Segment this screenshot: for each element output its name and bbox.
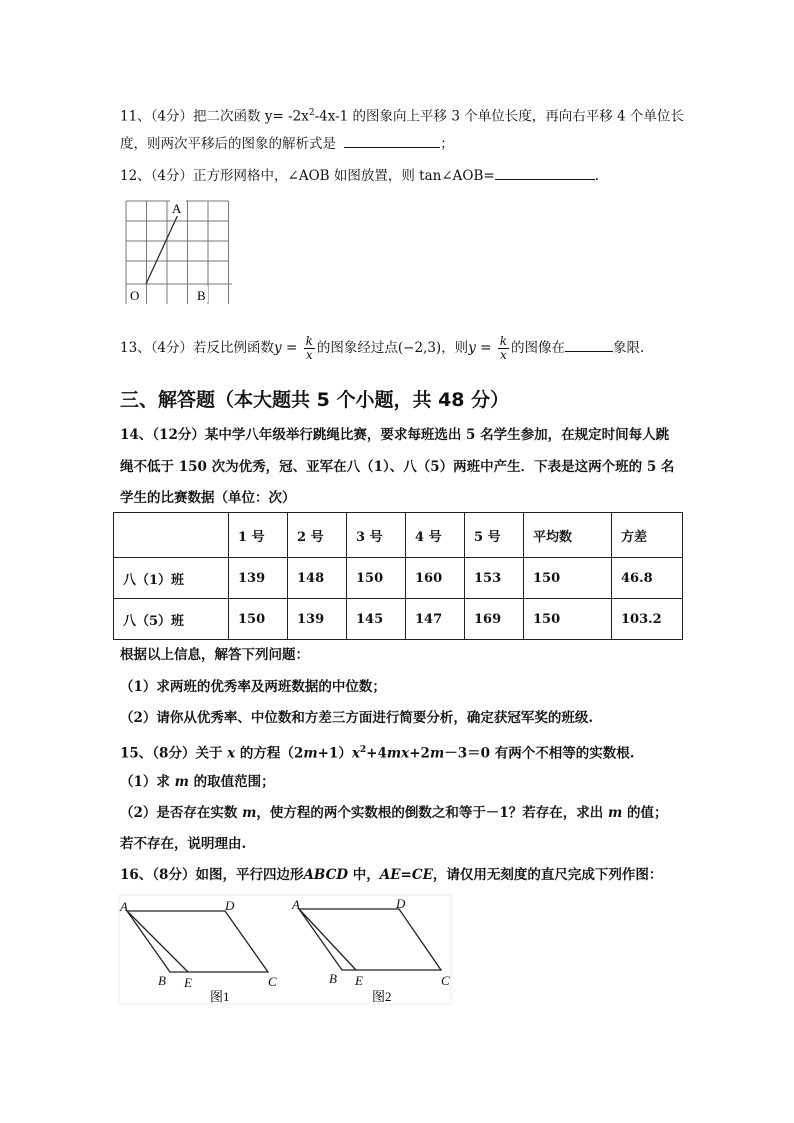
table-cell: 150 — [347, 558, 406, 599]
q15-sub2-c: 的值； — [627, 805, 668, 821]
fraction-k: k — [305, 334, 313, 348]
table-header-cell: 3 号 — [347, 513, 406, 558]
q12-points: （4分） — [150, 168, 194, 184]
q11-end: ； — [440, 136, 454, 152]
table-cell: 八（5）班 — [114, 599, 229, 640]
fig1-caption: 图1 — [210, 989, 230, 1004]
q15-sub1 — [120, 772, 275, 792]
table-row — [114, 558, 683, 599]
table-cell: 145 — [347, 599, 406, 640]
score-table — [113, 512, 683, 640]
section-title: 三、解答题（本大题共 5 个小题，共 48 分） — [120, 389, 510, 411]
q15-text6: －3＝0 有两个不相等的实数根. — [444, 745, 635, 762]
q11-line1 — [120, 103, 684, 127]
q16-number: 16、 — [120, 867, 153, 883]
table-cell: 169 — [465, 599, 524, 640]
q15-sub1-b: 的取值范围； — [193, 774, 275, 790]
table-cell: 150 — [524, 558, 612, 599]
table-cell: 160 — [406, 558, 465, 599]
q12-number: 12、 — [120, 168, 151, 184]
q14-number: 14、 — [120, 427, 153, 443]
q16-figures — [118, 894, 453, 1006]
q13-fraction2 — [498, 335, 509, 362]
q14-text2: 绳不低于 150 次为优秀，冠、亚军在八（1）、八（5）两班中产生．下表是这两个班的 5 名 — [120, 459, 675, 475]
table-header-cell: 4 号 — [406, 513, 465, 558]
q16-text3: ，请仅用无刻度的直尺完成下列作图： — [432, 867, 663, 883]
q13-text4: 的图像在 — [511, 340, 566, 356]
q15-text4: +4 — [366, 745, 387, 762]
segment-ae-2 — [299, 909, 356, 970]
q16-abcd: ABCD — [303, 867, 349, 883]
q15-m: m — [303, 745, 318, 762]
q13-text2: 的图象经过点 — [316, 340, 398, 356]
q11-text-part1: 把二次函数 y= -2x — [193, 108, 309, 125]
fraction2-k: k — [499, 334, 508, 348]
q15-text3: +1） — [317, 745, 352, 762]
q13-equals: = — [281, 340, 302, 356]
table-header-cell: 方差 — [612, 513, 683, 558]
q13-text3: ，则 — [441, 340, 469, 356]
q12-line — [120, 165, 599, 186]
q13-text5: 象限. — [613, 340, 645, 356]
q13-y2: y — [468, 340, 476, 356]
fig1-b: B — [158, 973, 166, 988]
q12-text: 正方形网格中，∠AOB 如图放置，则 tan∠AOB= — [193, 168, 495, 184]
table-cell: 147 — [406, 599, 465, 640]
q12-answer-blank[interactable] — [495, 165, 595, 180]
table-header-row — [114, 513, 683, 558]
table-cell: 153 — [465, 558, 524, 599]
fraction-x: x — [305, 348, 313, 362]
q14-text1: 某中学八年级举行跳绳比赛，要求每班选出 5 名学生参加，在规定时间每人跳 — [204, 427, 670, 443]
q15-sub2-b: ，使方程的两个实数根的倒数之和等于－1？若存在，求出 — [256, 805, 604, 821]
fig1-c: C — [268, 974, 277, 989]
fig2-b: B — [329, 971, 337, 986]
parallelogram-1 — [127, 911, 268, 972]
q11-number: 11、 — [120, 108, 151, 125]
table-header-cell: 平均数 — [524, 513, 612, 558]
q16-line — [120, 865, 662, 885]
q14-sub2: （2）请你从优秀率、中位数和方差三方面进行简要分析，确定获冠军奖的班级. — [120, 710, 594, 726]
segment-ae-1 — [127, 911, 188, 972]
q14-after: 根据以上信息，解答下列问题： — [120, 647, 309, 663]
q15-text2: 的方程（2 — [239, 745, 304, 762]
fig2-c: C — [441, 973, 450, 988]
label-a: A — [172, 201, 182, 216]
q11-exponent: 2 — [308, 108, 315, 118]
table-cell: 103.2 — [612, 599, 683, 640]
q14-text3: 学生的比赛数据（单位：次） — [120, 490, 296, 506]
q13-number: 13、 — [120, 340, 151, 356]
q15-sub2-m2: m — [608, 805, 623, 821]
table-cell: 150 — [229, 599, 288, 640]
q14-line1 — [120, 425, 669, 445]
table-cell: 八（1）班 — [114, 558, 229, 599]
q11-answer-blank[interactable] — [344, 133, 440, 148]
ray-oa — [146, 208, 181, 284]
label-b: B — [197, 288, 206, 303]
q15-sub2-m: m — [242, 805, 257, 821]
table-cell: 139 — [288, 599, 347, 640]
table-cell: 148 — [288, 558, 347, 599]
q15-square: 2 — [359, 745, 367, 755]
q15-sub2 — [120, 803, 668, 823]
fig1-d: D — [225, 898, 235, 913]
q14-sub1: （1）求两班的优秀率及两班数据的中位数； — [120, 679, 386, 695]
q13-y: y — [274, 340, 282, 356]
q15-x2: x — [351, 745, 360, 762]
table-cell: 139 — [229, 558, 288, 599]
figure-1 — [127, 911, 268, 972]
q11-line2 — [120, 133, 454, 154]
q13-point: (−2,3) — [397, 340, 442, 356]
fig1-a: A — [120, 899, 128, 914]
table-header-cell: 5 号 — [465, 513, 524, 558]
q13-fraction — [304, 335, 315, 362]
q15-sub2-a: （2）是否存在实数 — [120, 805, 238, 821]
q16-cond: AE=CE — [379, 867, 433, 883]
q11-text-part2: -4x-1 的图象向上平移 3 个单位长度，再向右平移 4 个单位长 — [314, 108, 684, 125]
q13-answer-blank[interactable] — [565, 337, 613, 352]
q14-points: （12分） — [152, 427, 205, 443]
q13-text1: 若反比例函数 — [193, 340, 275, 356]
q16-text1: 如图，平行四边形 — [195, 867, 304, 883]
q11-text-line2: 度，则两次平移后的图象的解析式是 — [120, 136, 336, 152]
q15-mx: mx — [386, 745, 410, 762]
q12-end: . — [594, 168, 599, 184]
q13-line — [120, 333, 644, 363]
fig1-e: E — [184, 975, 192, 990]
q11-points: （4分） — [150, 108, 194, 125]
q15-number: 15、 — [120, 745, 153, 762]
table-header-cell: 2 号 — [288, 513, 347, 558]
parallelogram-2 — [299, 909, 441, 970]
table-row — [114, 599, 683, 640]
q12-grid-figure — [120, 196, 235, 306]
q16-text2: 中， — [352, 867, 380, 883]
q15-line1 — [120, 740, 634, 764]
q15-x: x — [227, 745, 236, 762]
q15-sub2-d: 若不存在，说明理由. — [120, 836, 247, 852]
fig2-caption: 图2 — [372, 989, 392, 1004]
q15-sub1-a: （1）求 — [120, 774, 170, 790]
q15-points: （8分） — [152, 745, 196, 762]
table-header-cell: 1 号 — [229, 513, 288, 558]
q15-sub1-m: m — [174, 774, 189, 790]
table-header-cell — [114, 513, 229, 558]
table-cell: 46.8 — [612, 558, 683, 599]
label-o: O — [130, 288, 140, 303]
table-cell: 150 — [524, 599, 612, 640]
fig2-a: A — [292, 897, 300, 912]
fig2-e: E — [355, 973, 363, 988]
fig2-d: D — [396, 896, 406, 911]
q16-points: （8分） — [152, 867, 196, 883]
q15-text5: +2 — [409, 745, 430, 762]
q13-equals2: = — [475, 340, 496, 356]
figure-2 — [299, 909, 441, 970]
q13-points: （4分） — [150, 340, 194, 356]
q15-text1: 关于 — [195, 745, 223, 762]
fraction2-x: x — [499, 348, 507, 362]
q15-m2: m — [429, 745, 445, 762]
